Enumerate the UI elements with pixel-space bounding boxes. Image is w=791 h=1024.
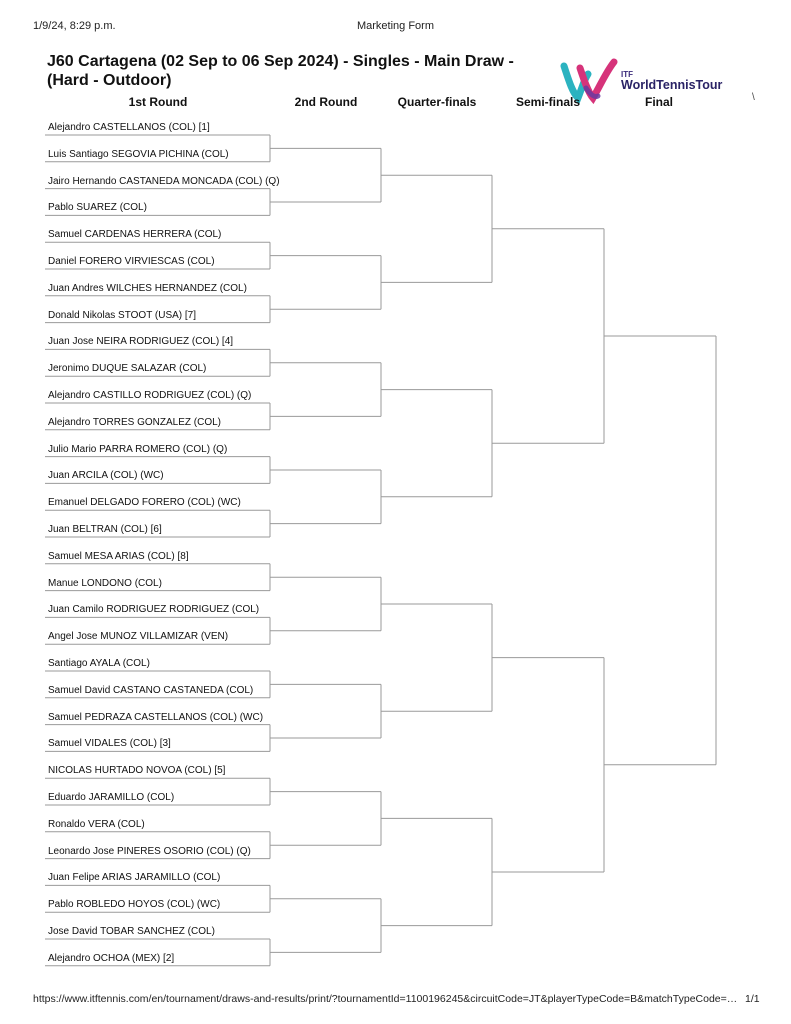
window-title: Marketing Form: [356, 20, 435, 32]
player-name: Juan Camilo RODRIGUEZ RODRIGUEZ (COL): [48, 604, 260, 616]
player-name: Eduardo JARAMILLO (COL): [48, 792, 175, 803]
logo-brand-name: WorldTennisTour: [621, 78, 723, 92]
player-name: Donald Nikolas STOOT (USA) [7]: [48, 309, 197, 321]
player-name: Luis Santiago SEGOVIA PICHINA (COL): [48, 148, 229, 160]
player-name: Juan Andres WILCHES HERNANDEZ (COL): [48, 282, 247, 294]
player-name: Santiago AYALA (COL): [48, 658, 150, 669]
player-name: Pablo ROBLEDO HOYOS (COL) (WC): [48, 899, 221, 911]
footer-url: https://www.itftennis.com/en/tournament/draws-and-results/print/?tournamentId=1100196245&circuitCode=JT&playerTypeCode=B&matchTypeCode=…: [33, 993, 738, 1005]
stray-mark: \: [752, 92, 755, 103]
player-name: Jose David TOBAR SANCHEZ (COL): [48, 926, 215, 937]
player-name: Alejandro CASTILLO RODRIGUEZ (COL) (Q): [48, 390, 252, 401]
player-name: NICOLAS HURTADO NOVOA (COL) [5]: [48, 765, 226, 777]
footer-page-number: 1/1: [745, 993, 760, 1005]
player-name: Samuel David CASTANO CASTANEDA (COL): [48, 684, 254, 696]
player-name: Juan Felipe ARIAS JARAMILLO (COL): [48, 872, 221, 884]
player-name: Jairo Hernando CASTANEDA MONCADA (COL) (Q): [48, 175, 280, 187]
player-name: Angel Jose MUNOZ VILLAMIZAR (VEN): [48, 631, 229, 643]
player-name: Juan BELTRAN (COL) [6]: [48, 524, 162, 535]
player-name: Jeronimo DUQUE SALAZAR (COL): [48, 363, 207, 375]
player-name: Daniel FORERO VIRVIESCAS (COL): [48, 256, 215, 267]
player-name: Juan Jose NEIRA RODRIGUEZ (COL) [4]: [48, 336, 234, 348]
player-name: Samuel VIDALES (COL) [3]: [48, 738, 171, 750]
player-name: Samuel PEDRAZA CASTELLANOS (COL) (WC): [48, 711, 264, 723]
round-header-semi-finals: Semi-finals: [515, 95, 581, 109]
player-name: Emanuel DELGADO FORERO (COL) (WC): [48, 497, 241, 509]
round-header-2nd-round: 2nd Round: [294, 95, 358, 109]
round-header-1st-round: 1st Round: [128, 95, 188, 109]
print-date-time: 1/9/24, 8:29 p.m.: [33, 20, 116, 32]
round-header-final: Final: [644, 95, 673, 109]
player-name: Julio Mario PARRA ROMERO (COL) (Q): [48, 443, 228, 455]
player-name: Alejandro TORRES GONZALEZ (COL): [48, 416, 222, 428]
player-name: Juan ARCILA (COL) (WC): [48, 470, 164, 482]
player-name: Pablo SUAREZ (COL): [48, 202, 147, 214]
logo-itf-label: ITF: [621, 70, 633, 79]
player-name: Manue LONDONO (COL): [48, 577, 162, 589]
player-name: Alejandro CASTELLANOS (COL) [1]: [48, 122, 210, 133]
round-header-quarter-finals: Quarter-finals: [397, 95, 477, 109]
tournament-title: J60 Cartagena (02 Sep to 06 Sep 2024) - Singles - Main Draw - (Hard - Outdoor): [47, 53, 514, 89]
player-name: Alejandro OCHOA (MEX) [2]: [48, 952, 175, 964]
player-name: Samuel CARDENAS HERRERA (COL): [48, 229, 222, 241]
player-name: Leonardo Jose PINERES OSORIO (COL) (Q): [48, 845, 251, 857]
player-name: Ronaldo VERA (COL): [48, 818, 145, 830]
player-name: Samuel MESA ARIAS (COL) [8]: [48, 550, 189, 562]
